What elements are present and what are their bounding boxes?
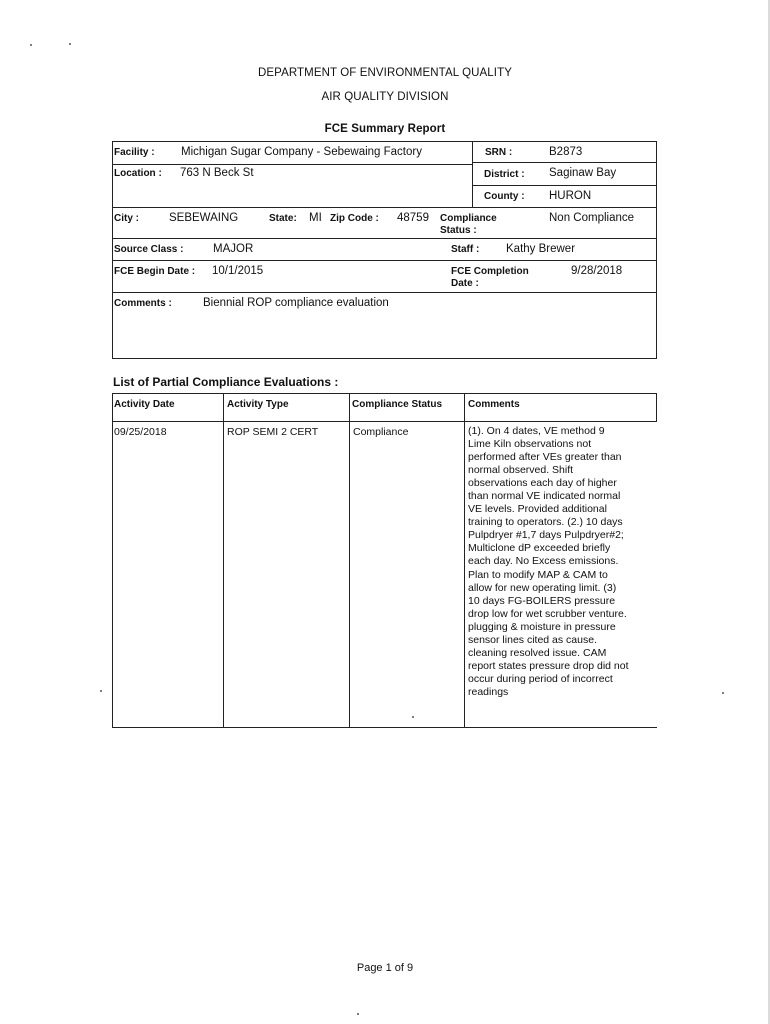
pce-column-divider [349, 393, 350, 728]
state-label: State: [269, 213, 297, 224]
facility-label: Facility : [114, 147, 155, 158]
summary-row-line [472, 185, 656, 186]
pce-comment-line: training to operators. (2.) 10 days [468, 516, 623, 529]
pce-table-top-border [112, 393, 657, 394]
pce-comment-line: occur during period of incorrect [468, 672, 613, 685]
pce-header-comments: Comments [468, 399, 520, 410]
pce-row-compliance-status: Compliance [353, 426, 409, 438]
location-label: Location : [114, 168, 162, 179]
fce-begin-date-value: 10/1/2015 [212, 265, 264, 277]
compliance-status-value: Non Compliance [549, 212, 635, 224]
pce-comment-line: each day. No Excess emissions. [468, 555, 619, 568]
pce-comment-line: allow for new operating limit. (3) [468, 581, 617, 594]
summary-row-line [112, 207, 657, 208]
pce-comment-line: than normal VE indicated normal [468, 490, 621, 503]
district-label: District : [484, 169, 525, 180]
division-heading: AIR QUALITY DIVISION [321, 91, 449, 103]
county-value: HURON [549, 190, 592, 202]
summary-row-line [472, 162, 656, 163]
summary-row-line [112, 164, 472, 165]
scan-speck [100, 690, 102, 692]
city-label: City : [114, 213, 139, 224]
zip-value: 48759 [397, 212, 429, 224]
pce-comment-line: plugging & moisture in pressure [468, 620, 616, 633]
pce-comment-line: normal observed. Shift [468, 464, 574, 477]
district-value: Saginaw Bay [549, 167, 617, 179]
summary-top-border [112, 141, 657, 142]
summary-srn-divider [472, 141, 473, 207]
staff-label: Staff : [451, 244, 480, 255]
county-label: County : [484, 191, 525, 202]
department-heading: DEPARTMENT OF ENVIRONMENTAL QUALITY [258, 67, 512, 79]
pce-column-divider [656, 393, 657, 422]
city-value: SEBEWAING [169, 212, 239, 224]
source-class-label: Source Class : [114, 244, 184, 255]
fce-completion-date-label-2: Date : [451, 278, 479, 289]
pce-comment-line: 10 days FG-BOILERS pressure [468, 594, 616, 607]
pce-section-title: List of Partial Compliance Evaluations : [113, 375, 339, 389]
pce-comment-line: Plan to modify MAP & CAM to [468, 568, 608, 581]
summary-bottom-border [112, 358, 657, 359]
fce-begin-date-label: FCE Begin Date : [114, 266, 196, 277]
pce-header-activity-type: Activity Type [227, 399, 289, 410]
facility-value: Michigan Sugar Company - Sebewaing Factory [181, 146, 422, 158]
pce-column-divider [223, 393, 224, 728]
staff-value: Kathy Brewer [506, 243, 576, 255]
pce-comment-line: report states pressure drop did not [468, 659, 629, 672]
zip-label: Zip Code : [330, 213, 379, 224]
scan-speck [412, 716, 414, 718]
pce-comment-line: VE levels. Provided additional [468, 503, 607, 516]
pce-comment-line: performed after VEs greater than [468, 451, 622, 464]
report-title: FCE Summary Report [324, 123, 446, 135]
source-class-value: MAJOR [213, 243, 254, 255]
pce-table-bottom-border [112, 727, 657, 728]
summary-left-border [112, 141, 113, 359]
pce-comment-line: (1). On 4 dates, VE method 9 [468, 425, 605, 437]
pce-comment-line: sensor lines cited as cause. [468, 633, 597, 646]
pce-comment-line: observations each day of higher [468, 477, 617, 490]
pce-column-divider [464, 393, 465, 728]
compliance-status-label: Compliance [440, 213, 497, 224]
pce-comment-line: drop low for wet scrubber venture. [468, 607, 627, 620]
srn-label: SRN : [485, 147, 513, 158]
summary-row-line [112, 292, 657, 293]
pce-header-compliance-status: Compliance Status [352, 399, 443, 410]
pce-row-activity-date: 09/25/2018 [114, 426, 167, 438]
pce-comment-line: Multiclone dP exceeded briefly [468, 542, 611, 555]
scan-speck [69, 43, 71, 45]
scan-speck [722, 692, 724, 694]
pce-comment-line: Lime Kiln observations not [468, 438, 592, 451]
srn-value: B2873 [549, 146, 583, 158]
pce-header-bottom-border [112, 421, 657, 422]
summary-row-line [112, 260, 657, 261]
pce-comment-line: readings [468, 685, 509, 698]
pce-row-activity-type: ROP SEMI 2 CERT [227, 426, 319, 438]
page-number: Page 1 of 9 [356, 962, 414, 974]
summary-row-line [112, 238, 657, 239]
location-value: 763 N Beck St [180, 167, 254, 179]
summary-right-border [656, 141, 657, 359]
state-value: MI [309, 212, 322, 224]
comments-value: Biennial ROP compliance evaluation [203, 297, 389, 309]
pce-column-divider [112, 393, 113, 728]
pce-comment-line: cleaning resolved issue. CAM [468, 646, 607, 659]
fce-completion-date-value: 9/28/2018 [571, 265, 623, 277]
pce-header-activity-date: Activity Date [114, 399, 175, 410]
comments-label: Comments : [114, 298, 172, 309]
scan-speck [357, 1013, 359, 1015]
pce-row-comments [468, 425, 660, 699]
pce-comment-line: Pulpdryer #1,7 days Pulpdryer#2; [468, 529, 624, 542]
scan-speck [30, 44, 32, 46]
compliance-status-label-2: Status : [440, 225, 477, 236]
fce-completion-date-label: FCE Completion [451, 266, 529, 277]
